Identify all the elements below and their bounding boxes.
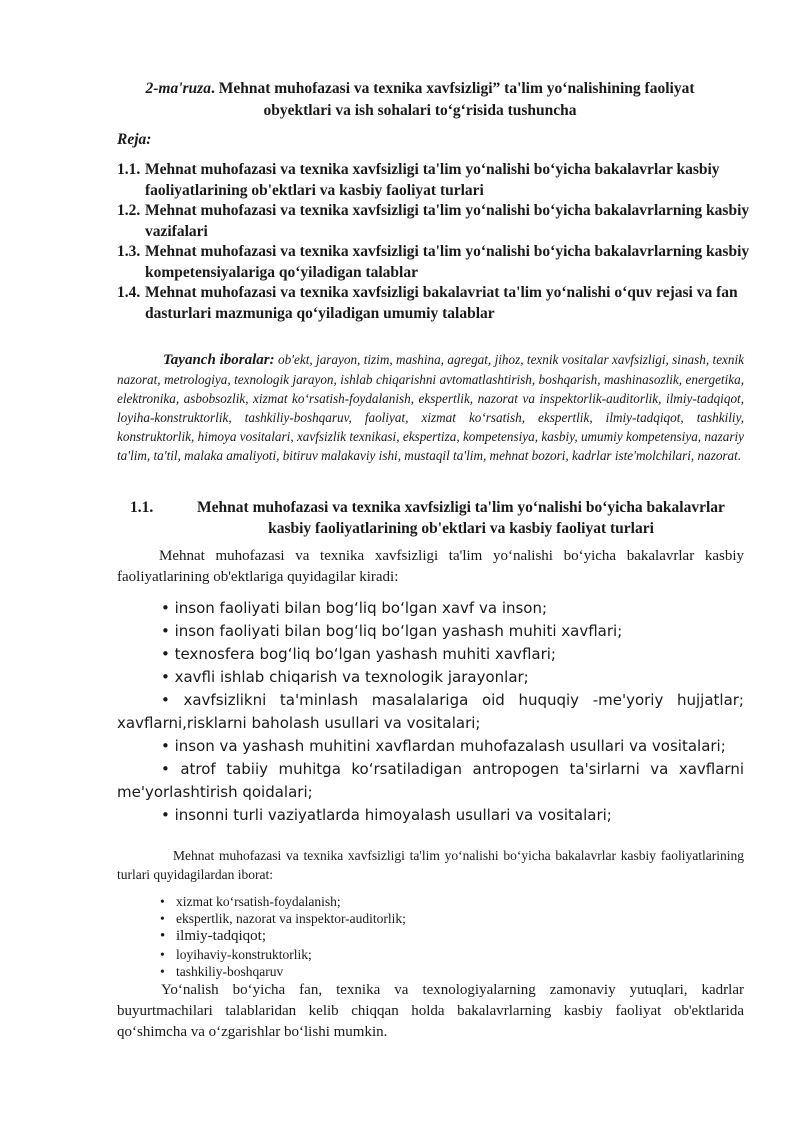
list-item xyxy=(160,893,720,910)
list-item: • inson faoliyati bilan bog‘liq bo‘lgan yashash muhiti xavflari; xyxy=(161,622,623,640)
plan-label: Reja: xyxy=(117,131,152,148)
plan-item-text: Mehnat muhofazasi va texnika xavfsizligi ta'lim yo‘nalishi bo‘yicha bakalavrlar kasbiy faoliyatlarining ob'ektlari va kasbiy faoliyat turlari xyxy=(145,161,720,199)
bullet-icon: • xyxy=(160,947,165,962)
plan-item-text: Mehnat muhofazasi va texnika xavfsizligi bakalavriat ta'lim yo‘nalishi o‘quv rejasi va fan dasturlari mazmuniga qo‘yiladigan umumiy talablar xyxy=(145,284,738,322)
keywords-text: ob'ekt, jarayon, tizim, mashina, agregat, jihoz, texnik vositalar xavfsizligi, sinash, texnik nazorat, metrologiya, texnologik jarayon, ishlab chiqarishni avtomatlashtirish, boshqarish, mashinasozlik, energetika, elektronika, asbobsozlik, xizmat ko‘rsatish-foydalanish, ekspertlik, nazorat va inspektorlik-auditorlik, ilmiy-tadqiqot, loyiha-konstruktorlik, tashkiliy-boshqaruv, faoliyat, xizmat ko‘rsatish, ekspertlik, ilmiy-tadqiqot, tashkiliy, konstruktorlik, himoya vositalari, xavfsizlik texnikasi, ekspertiza, kompetensiya, kasbiy, umumiy kompetensiya, nazariy ta'lim, ta'til, malaka amaliyoti, bitiruv malakaviy ishi, mustaqil ta'lim, mehnat bozori, kadrlar iste'molchilari, nazorat. xyxy=(117,352,745,463)
plan-item xyxy=(117,283,757,324)
list-item-text: ekspertlik, nazorat va inspektor-auditorlik; xyxy=(176,911,406,926)
plan-item xyxy=(117,242,757,283)
plan-item-number: 1.4. xyxy=(117,284,141,301)
list-item: • xavfsizlikni ta'minlash masalalariga oid huquqiy -me'yoriy hujjatlar; xavflarni,risklarni baholash usullari va vositalari; xyxy=(117,691,744,732)
plan-item-text: Mehnat muhofazasi va texnika xavfsizligi ta'lim yo‘nalishi bo‘yicha bakalavrlarning kasbiy vazifalari xyxy=(145,202,750,240)
list-item-text: tashkiliy-boshqaruv xyxy=(176,964,284,979)
list-item xyxy=(160,946,720,963)
objects-list xyxy=(117,597,744,827)
lecture-title: . Mehnat muhofazasi va texnika xavfsizligi” ta'lim yo‘nalishining faoliyat obyektlari va ish sohalari to‘g‘risida tushuncha xyxy=(210,80,695,119)
list-item-text: xizmat ko‘rsatish-foydalanish; xyxy=(176,894,341,909)
section-title: Mehnat muhofazasi va texnika xavfsizligi ta'lim yo‘nalishi bo‘yicha bakalavrlar kasbiy faoliyatlarining ob'ektlari va kasbiy faoliyat turlari xyxy=(197,499,725,537)
list-item: • insonni turli vaziyatlarda himoyalash usullari va vositalari; xyxy=(161,806,612,824)
section-number: 1.1. xyxy=(130,499,154,516)
list-item: • texnosfera bog‘liq bo‘lgan yashash muhiti xavflari; xyxy=(161,645,556,663)
list-item xyxy=(160,927,720,946)
closing-paragraph: Yo‘nalish bo‘yicha fan, texnika va texnologiyalarning zamonaviy yutuqlari, kadrlar buyurtmachilari talablaridan kelib chiqqan holda bakalavrlarning kasbiy faoliyat ob'ektlarida qo‘shimcha va o‘zgarishlar bo‘lishi mumkin. xyxy=(117,982,744,1040)
activity-types-intro-paragraph: Mehnat muhofazasi va texnika xavfsizligi ta'lim yo‘nalishi bo‘yicha bakalavrlar kasbiy faoliyatlarining turlari quyidagilardan iborat: xyxy=(117,848,744,882)
keywords-paragraph xyxy=(117,350,744,465)
page-title xyxy=(120,78,720,122)
activity-types-list xyxy=(160,893,720,980)
section-heading xyxy=(130,497,744,539)
list-item: • inson va yashash muhitini xavflardan muhofazalash usullari va vositalari; xyxy=(161,737,726,755)
plan-item-number: 1.2. xyxy=(117,202,141,219)
bullet-icon: • xyxy=(160,964,165,979)
list-item xyxy=(160,963,720,980)
list-item-text: loyihaviy-konstruktorlik; xyxy=(176,947,312,962)
plan-item xyxy=(117,160,757,201)
plan-list xyxy=(117,160,757,324)
list-item-text: ilmiy-tadqiqot; xyxy=(176,928,266,944)
bullet-icon: • xyxy=(160,894,165,909)
plan-item xyxy=(117,201,757,242)
plan-item-number: 1.3. xyxy=(117,243,141,260)
bullet-icon: • xyxy=(160,911,165,926)
objects-intro-paragraph: Mehnat muhofazasi va texnika xavfsizligi ta'lim yo‘nalishi bo‘yicha bakalavrlar kasbiy faoliyatlarining ob'ektlariga quyidagilar kiradi: xyxy=(117,548,744,585)
keywords-label: Tayanch iboralar: xyxy=(163,352,275,368)
plan-item-text: Mehnat muhofazasi va texnika xavfsizligi ta'lim yo‘nalishi bo‘yicha bakalavrlarning kasbiy kompetensiyalariga qo‘yiladigan talablar xyxy=(145,243,750,281)
list-item: • atrof tabiiy muhitga ko‘rsatiladigan antropogen ta'sirlarni va xavflarni me'yorlashtirish qoidalari; xyxy=(117,760,744,801)
bullet-icon: • xyxy=(160,928,166,944)
list-item: • inson faoliyati bilan bog‘liq bo‘lgan xavf va inson; xyxy=(161,599,548,617)
list-item: • xavfli ishlab chiqarish va texnologik jarayonlar; xyxy=(161,668,529,686)
lecture-number: 2-ma'ruza xyxy=(145,80,211,97)
plan-item-number: 1.1. xyxy=(117,161,141,178)
list-item xyxy=(160,910,720,927)
